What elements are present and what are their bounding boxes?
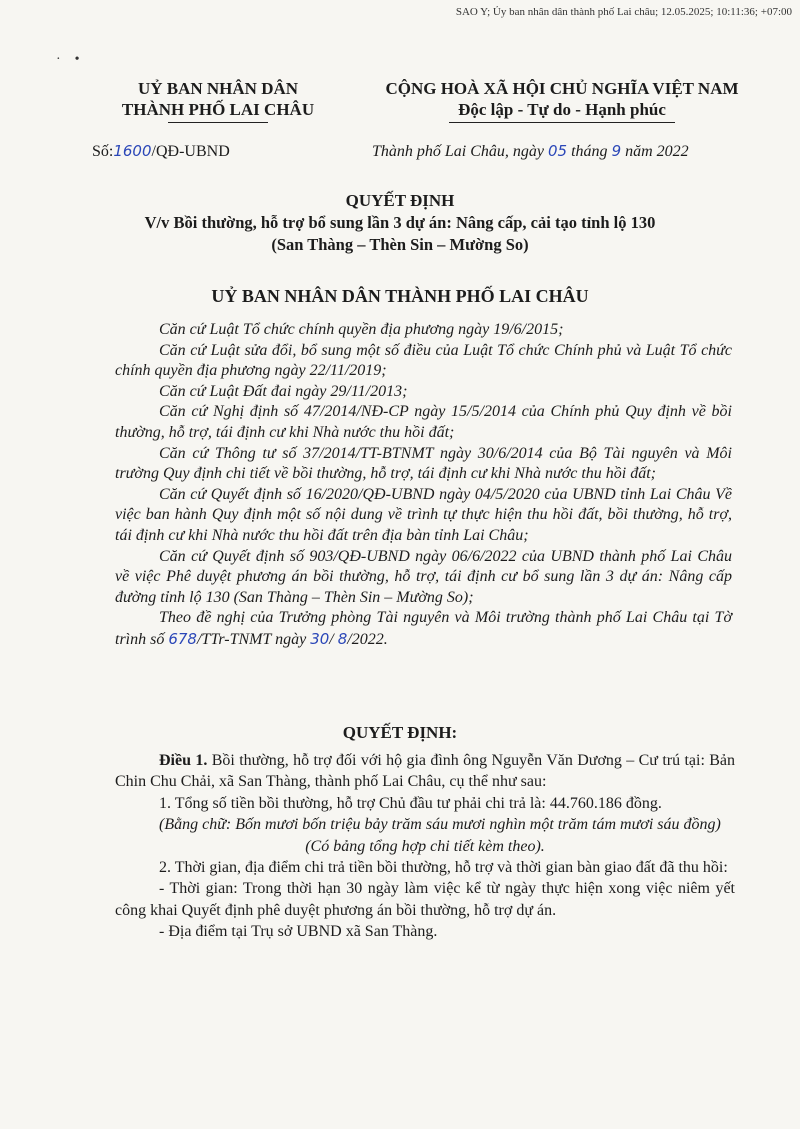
motto-underline [449, 122, 675, 123]
basis-item: Căn cứ Thông tư số 37/2014/TT-BTNMT ngày 30/6/2014 của Bộ Tài nguyên và Môi trường Quy định chi tiết về bồi thường, hỗ trợ, tái định cư khi Nhà nước thu hồi đất; [115, 444, 732, 483]
title-line2: (San Thàng – Thèn Sin – Mường So) [271, 235, 529, 254]
proposal-suffix: /2022. [347, 630, 388, 648]
agency-line1: UỶ BAN NHÂN DÂN [137, 79, 299, 98]
so-prefix: Số: [92, 143, 114, 160]
proposal-basis [115, 608, 732, 650]
basis-item: Căn cứ Luật sửa đổi, bổ sung một số điều của Luật Tổ chức Chính phủ và Luật Tổ chức chính quyền địa phương ngày 22/11/2019; [115, 341, 732, 380]
decision-body [115, 750, 735, 943]
issuer-heading: UỶ BAN NHÂN DÂN THÀNH PHỐ LAI CHÂU [211, 286, 589, 306]
basis-item: Căn cứ Nghị định số 47/2014/NĐ-CP ngày 15/5/2014 của Chính phủ Quy định về bồi thường, hỗ trợ, tái định cư khi Nhà nước thu hồi đất; [115, 403, 732, 441]
amount-in-words: (Bằng chữ: Bốn mươi bốn triệu bảy trăm sáu mươi nghìn một trăm tám mươi sáu đồng) [159, 816, 721, 834]
basis-item: Căn cứ Quyết định số 903/QĐ-UBND ngày 06/6/2022 của UBND thành phố Lai Châu về việc Phê duyệt phương án bồi thường, hỗ trợ, tái định cư bổ sung lần 3 dự án: Nâng cấp đường tỉnh lộ 130 (San Thàng – Thèn Sin – Mường So); [115, 547, 732, 606]
article-1-item1: 1. Tổng số tiền bồi thường, hỗ trợ Chủ đầu tư phải chi trả là: 44.760.186 đồng. [159, 794, 662, 812]
date-month-handwritten: 9 [611, 142, 622, 160]
legal-bases [115, 320, 732, 651]
motto-line2: Độc lập - Tự do - Hạnh phúc [458, 100, 666, 119]
scan-speckle: · • [56, 52, 80, 67]
issuing-agency [88, 78, 348, 123]
attachment-note: (Có bảng tổng hợp chi tiết kèm theo). [305, 837, 545, 855]
article-1-label: Điều 1. [159, 752, 208, 769]
article-1 [115, 750, 735, 793]
date-suffix: năm 2022 [625, 143, 689, 160]
agency-underline [168, 122, 268, 123]
date-mid: tháng [571, 143, 608, 160]
title-label: QUYẾT ĐỊNH [345, 191, 455, 210]
basis-item: Căn cứ Quyết định số 16/2020/QĐ-UBND ngày 04/5/2020 của UBND tỉnh Lai Châu Về việc ban hành Quy định một số nội dung về trình tự thực hiện thu hồi đất, bồi thường, hỗ trợ, tái định cư khi Nhà nước thu hồi đất trên địa bàn tỉnh Lai Châu; [115, 485, 732, 544]
digital-signature-stamp: SAO Y; Ủy ban nhân dân thành phố Lai châu; 12.05.2025; 10:11:36; +07:00 [455, 6, 792, 18]
proposal-day-handwritten: 30 [310, 629, 330, 648]
so-suffix: /QĐ-UBND [151, 143, 230, 160]
date-day-handwritten: 05 [548, 142, 568, 160]
so-number-handwritten: 1600 [113, 142, 152, 160]
proposal-prefix: Theo đề nghị của Trưởng phòng Tài nguyên và Môi trường thành phố Lai Châu tại Tờ trình số [115, 609, 732, 648]
basis-item: Căn cứ Luật Đất đai ngày 29/11/2013; [159, 382, 408, 400]
document-number [92, 142, 230, 161]
basis-item: Căn cứ Luật Tổ chức chính quyền địa phương ngày 19/6/2015; [159, 321, 564, 338]
national-motto [352, 78, 772, 123]
decide-heading: QUYẾT ĐỊNH: [342, 723, 458, 742]
motto-line1: CỘNG HOÀ XÃ HỘI CHỦ NGHĨA VIỆT NAM [385, 79, 739, 98]
title-line1: V/v Bồi thường, hỗ trợ bổ sung lần 3 dự án: Nâng cấp, cải tạo tỉnh lộ 130 [144, 213, 656, 232]
agency-line2: THÀNH PHỐ LAI CHÂU [121, 100, 315, 119]
proposal-mid: /TTr-TNMT ngày [196, 630, 307, 648]
date-prefix: Thành phố Lai Châu, ngày [372, 143, 545, 160]
article-1-text: Bồi thường, hỗ trợ đối với hộ gia đình ông Nguyễn Văn Dương – Cư trú tại: Bản Chin Chu Chải, xã San Thàng, thành phố Lai Châu, cụ thể như sau: [115, 752, 736, 791]
decision-title [0, 190, 800, 256]
document-date [372, 142, 689, 161]
payment-place: - Địa điểm tại Trụ sở UBND xã San Thàng. [159, 923, 438, 941]
proposal-number-handwritten: 678 [168, 629, 197, 648]
article-1-item2: 2. Thời gian, địa điểm chi trả tiền bồi thường, hỗ trợ và thời gian bàn giao đất đã thu hồi: [159, 859, 728, 877]
proposal-month-handwritten: 8 [337, 629, 348, 648]
proposal-slash: / [329, 630, 334, 648]
payment-time: - Thời gian: Trong thời hạn 30 ngày làm việc kể từ ngày thực hiện xong việc niêm yết công khai Quyết định phê duyệt phương án bồi thường, hỗ trợ dự án. [115, 880, 735, 919]
